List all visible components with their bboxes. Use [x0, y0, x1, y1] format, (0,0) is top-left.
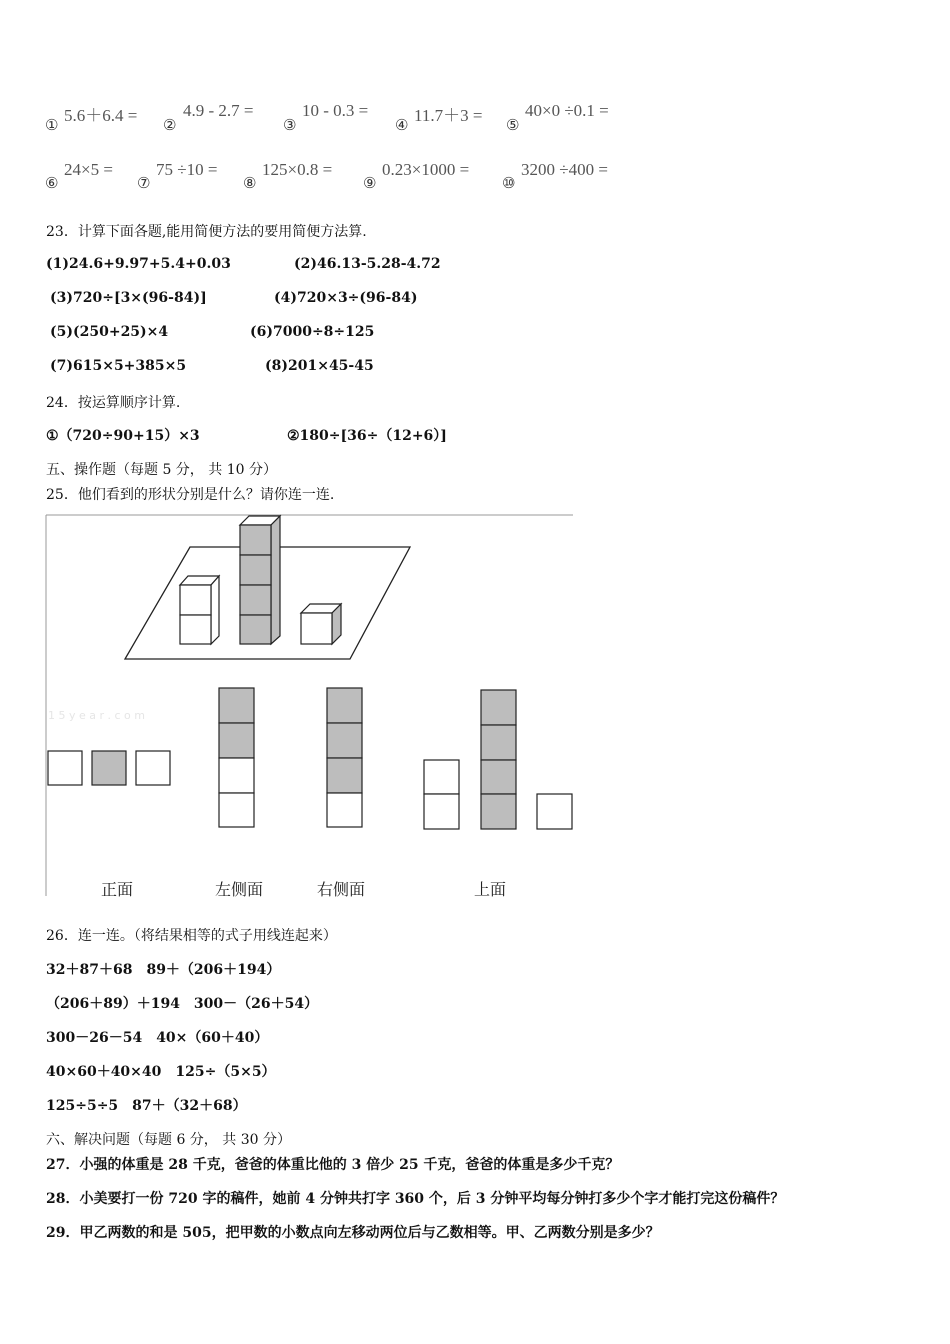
right-single-cube [301, 604, 341, 644]
item-mark: ⑧ [243, 174, 257, 192]
caption-top: 上面 [474, 880, 507, 899]
right-side-view [327, 688, 362, 827]
item-mark: ⑩ [502, 174, 516, 192]
section-5-heading: 五、操作题（每题 5 分， 共 10 分） [46, 462, 277, 478]
calc-expression: 40×0 ÷0.1 = [525, 101, 609, 120]
item-mark: ① [45, 116, 59, 134]
q24-title: 24．按运算顺序计算. [46, 395, 181, 411]
q26-row: 125÷5÷5 87＋（32＋68） [46, 1098, 247, 1114]
left-side-view [219, 688, 254, 827]
calc-expression: 0.23×1000 = [382, 160, 470, 179]
calc-expression: 24×5 = [64, 160, 113, 179]
caption-right-side: 右侧面 [317, 880, 366, 899]
watermark: 1 5 y e a r . c o m [48, 709, 145, 722]
item-mark: ③ [283, 116, 297, 134]
q27: 27．小强的体重是 28 千克，爸爸的体重比他的 3 倍少 25 千克，爸爸的体重是多少千克？ [46, 1157, 620, 1173]
q26-row: 40×60＋40×40 125÷（5×5） [46, 1064, 276, 1080]
q25-title: 25．他们看到的形状分别是什么？请你连一连. [46, 487, 335, 503]
calc-expression: 5.6＋6.4 = [64, 106, 138, 125]
views-diagram [45, 513, 575, 898]
q23-item-6: (6)7000÷8÷125 [250, 324, 375, 340]
left-cube-stack [180, 576, 219, 644]
calc-expression: 11.7＋3 = [414, 106, 483, 125]
calc-expression: 10 - 0.3 = [302, 101, 369, 120]
top-view [424, 690, 572, 829]
calc-expression: 3200 ÷400 = [521, 160, 608, 179]
q23-title: 23．计算下面各题,能用简便方法的要用简便方法算. [46, 224, 367, 240]
q23-item-7: (7)615×5+385×5 [50, 358, 187, 374]
q23-item-4: (4)720×3÷(96-84) [274, 290, 418, 306]
q29: 29．甲乙两数的和是 505，把甲数的小数点向左移动两位后与乙数相等。甲、乙两数分别是多少？ [46, 1225, 660, 1241]
calc-expression: 125×0.8 = [262, 160, 333, 179]
q23-item-1: (1)24.6+9.97+5.4+0.03 [46, 256, 231, 272]
q23-item-5: (5)(250+25)×4 [50, 324, 169, 340]
q23-item-8: (8)201×45-45 [265, 358, 374, 374]
calc-expression: 4.9 - 2.7 = [183, 101, 254, 120]
middle-cube-stack [240, 516, 280, 644]
q24-item-1: ①（720÷90+15）×3 [46, 428, 200, 444]
item-mark: ⑨ [363, 174, 377, 192]
q24-item-2: ②180÷[36÷（12+6）] [287, 428, 447, 444]
section-6-heading: 六、解决问题（每题 6 分， 共 30 分） [46, 1132, 291, 1148]
q26-row: 32＋87＋68 89＋（206＋194） [46, 962, 281, 978]
q26-row: （206＋89）＋194 300－（26＋54） [46, 996, 319, 1012]
front-view [48, 751, 170, 785]
q26-title: 26．连一连。（将结果相等的式子用线连起来） [46, 928, 337, 944]
q23-item-3: (3)720÷[3×(96-84)] [50, 290, 207, 306]
item-mark: ⑥ [45, 174, 59, 192]
item-mark: ⑤ [506, 116, 520, 134]
caption-front: 正面 [101, 880, 134, 899]
calc-expression: 75 ÷10 = [156, 160, 218, 179]
q23-item-2: (2)46.13-5.28-4.72 [294, 256, 441, 272]
item-mark: ④ [395, 116, 409, 134]
item-mark: ② [163, 116, 177, 134]
q26-row: 300－26－54 40×（60＋40） [46, 1030, 269, 1046]
q28: 28．小美要打一份 720 字的稿件，她前 4 分钟共打字 360 个，后 3 分钟平均每分钟打多少个字才能打完这份稿件？ [46, 1191, 785, 1207]
item-mark: ⑦ [137, 174, 151, 192]
q25-figure [45, 513, 575, 898]
caption-left-side: 左侧面 [215, 880, 264, 899]
